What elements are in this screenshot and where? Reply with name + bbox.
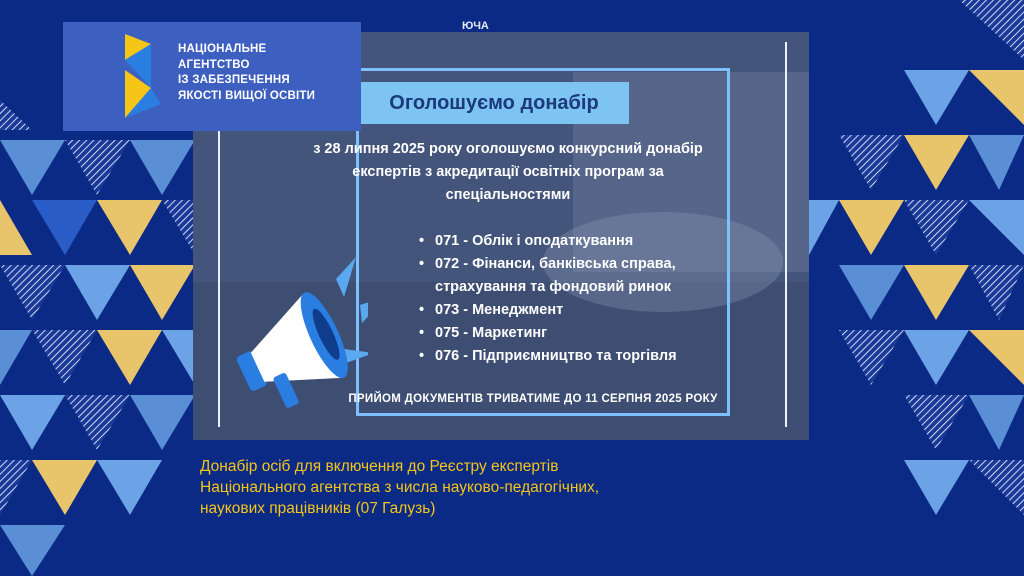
lightning-icon <box>360 297 368 323</box>
caption-line: наукових працівників (07 Галузь) <box>200 500 436 517</box>
agency-name-line: ІЗ ЗАБЕЗПЕЧЕННЯ <box>178 74 290 86</box>
specialty-item: • 076 - Підприємництво та торгівля <box>419 345 749 368</box>
slide-caption <box>200 456 760 519</box>
deadline-text: ПРИЙОМ ДОКУМЕНТІВ ТРИВАТИМЕ ДО 11 СЕРПНЯ 2025 РОКУ <box>348 393 718 405</box>
specialty-item: • 075 - Маркетинг <box>419 322 749 345</box>
poster-right-line <box>785 42 787 427</box>
agency-name-line: АГЕНТСТВО <box>178 58 250 71</box>
caption-line: Національного агентства з числа науково-педагогічних, <box>200 479 600 496</box>
lightning-icon <box>336 257 356 297</box>
caption-line: Донабір осіб для включення до Реєстру експертів <box>200 458 559 475</box>
poster-intro-text: з 28 липня 2025 року оголошуємо конкурсний донабір експертів з акредитації освітніх програм за спеціальностями <box>313 141 703 203</box>
specialty-item: • 073 - Менеджмент <box>419 299 749 322</box>
specialty-item: • 072 - Фінанси, банківська справа, страхування та фондовий ринок <box>419 253 749 299</box>
specialty-item: • 071 - Облік і оподаткування <box>419 230 749 253</box>
partial-heading-text: ЮЧА <box>462 20 489 32</box>
pattern-left-shapes <box>0 100 195 576</box>
agency-name <box>178 42 358 104</box>
lightning-icon <box>344 349 368 363</box>
agency-logo <box>63 22 361 131</box>
agency-name-line: ЯКОСТІ ВИЩОЇ ОСВІТИ <box>178 89 316 102</box>
specialties-list <box>419 230 749 368</box>
pattern-right-shapes <box>809 0 1024 515</box>
poster-title-banner: Оголошуємо донабір <box>359 82 629 124</box>
agency-name-line: НАЦІОНАЛЬНЕ <box>178 43 267 55</box>
agency-logo-mark <box>121 30 165 122</box>
right-triangle-pattern <box>809 0 1024 576</box>
